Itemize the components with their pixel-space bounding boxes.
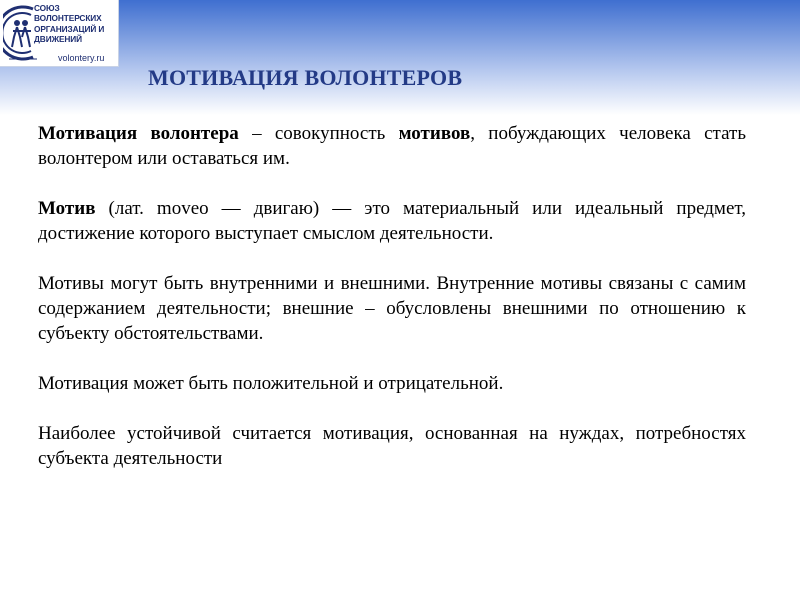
- logo-line: ВОЛОНТЕРСКИХ: [34, 13, 102, 24]
- paragraph-text: – совокупность: [238, 123, 399, 144]
- paragraph-text: , побуждающих человека стать волонтером или оставаться им.: [38, 123, 746, 169]
- slide-body: [38, 121, 746, 496]
- term-motivation: Мотивация волонтера: [38, 123, 239, 144]
- slide-title: МОТИВАЦИЯ ВОЛОНТЕРОВ: [148, 65, 463, 90]
- logo-text: [34, 3, 118, 45]
- volunteers-union-logo-icon: [3, 3, 37, 63]
- paragraph-motive-types: Мотивы могут быть внутренними и внешними. Внутренние мотивы связаны с самим содержанием деятельности; внешние – обусловлены внешними по отношению к субъекту обстоятельствами.: [38, 273, 746, 344]
- term-motives: мотивов: [398, 123, 471, 144]
- header-gradient-band: [0, 0, 800, 115]
- paragraph-text: (лат. moveo — двигаю) — это материальный или идеальный предмет, достижение которого выступает смыслом деятельности.: [38, 198, 746, 244]
- paragraph-definition-motivation: [38, 121, 746, 171]
- logo-url: volontery.ru: [58, 53, 105, 63]
- term-motive: Мотив: [38, 198, 96, 219]
- logo-line: ОРГАНИЗАЦИЙ И: [34, 23, 105, 34]
- paragraph-definition-motive: [38, 196, 746, 246]
- organization-logo[interactable]: [0, 0, 119, 67]
- paragraph-stable-motivation: Наиболее устойчивой считается мотивация, основанная на нуждах, потребностях субъекта деятельности: [38, 423, 746, 469]
- paragraph-motivation-sign: Мотивация может быть положительной и отрицательной.: [38, 373, 504, 394]
- logo-line: ДВИЖЕНИЙ: [34, 34, 83, 45]
- logo-line: СОЮЗ: [34, 3, 60, 13]
